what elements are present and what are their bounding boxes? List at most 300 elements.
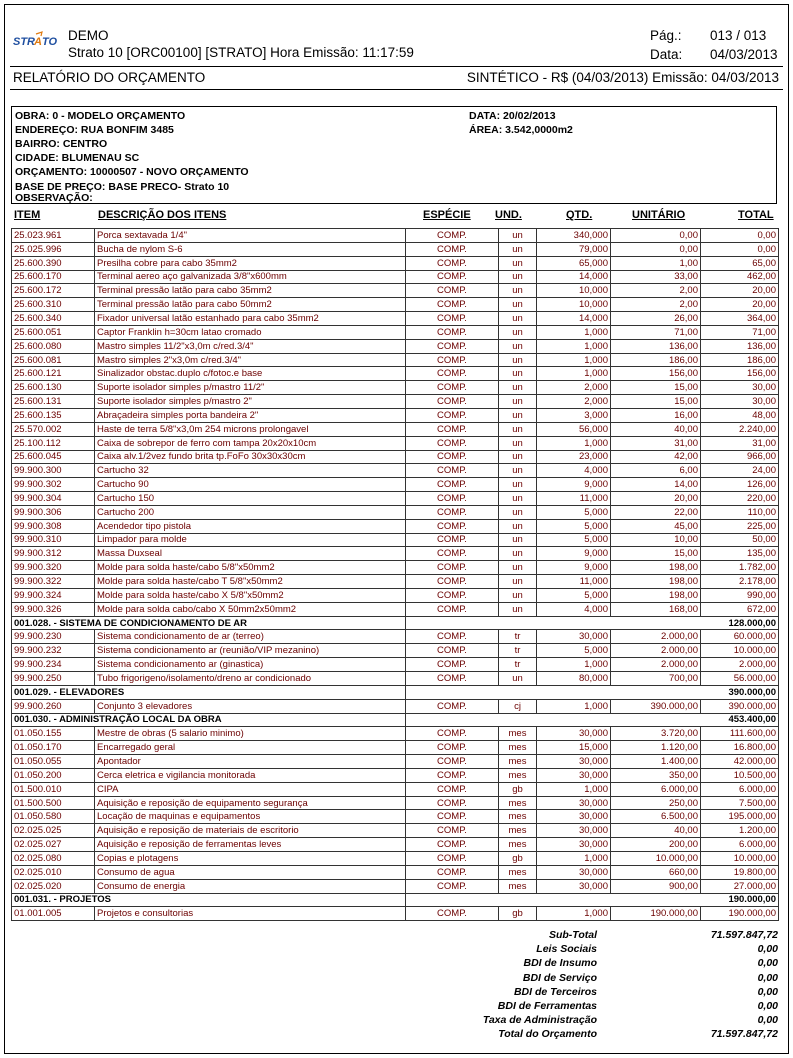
table-row	[12, 547, 779, 561]
item-code: 99.900.230	[12, 630, 95, 644]
table-row	[12, 381, 779, 395]
table-row	[12, 242, 779, 256]
group-label: 001.029. - ELEVADORES	[12, 685, 406, 699]
item-description: Molde para solda haste/cabo 5/8"x50mm2	[95, 561, 406, 575]
item-especie: COMP.	[406, 782, 499, 796]
item-total: 24,00	[701, 464, 779, 478]
report-mode: SINTÉTICO - R$ (04/03/2013) Emissão: 04/03/2013	[466, 70, 779, 85]
item-quantity: 5,000	[537, 505, 611, 519]
item-unit: mes	[499, 865, 537, 879]
totals-value: 71.597.847,72	[710, 1028, 778, 1041]
group-label: 001.028. - SISTEMA DE CONDICIONAMENTO DE AR	[12, 616, 406, 630]
item-unit: gb	[499, 782, 537, 796]
item-code: 99.900.322	[12, 575, 95, 589]
item-unit-price: 42,00	[611, 450, 701, 464]
info-observacao: OBSERVAÇÃO:	[15, 192, 93, 204]
item-total: 7.500,00	[701, 796, 779, 810]
table-row	[12, 533, 779, 547]
table-row	[12, 298, 779, 312]
group-total: 390.000,00	[406, 685, 779, 699]
item-quantity: 10,000	[537, 284, 611, 298]
item-unit: un	[499, 533, 537, 547]
item-quantity: 1,000	[537, 658, 611, 672]
item-total: 6.000,00	[701, 782, 779, 796]
item-total: 30,00	[701, 381, 779, 395]
item-quantity: 11,000	[537, 492, 611, 506]
item-description: Acendedor tipo pistola	[95, 519, 406, 533]
item-unit: un	[499, 395, 537, 409]
item-code: 99.900.300	[12, 464, 95, 478]
info-obra: OBRA: 0 - MODELO ORÇAMENTO	[15, 110, 186, 122]
item-unit: un	[499, 492, 537, 506]
info-endereco: ENDEREÇO: RUA BONFIM 3485	[15, 124, 174, 136]
item-unit: mes	[499, 810, 537, 824]
item-total: 111.600,00	[701, 727, 779, 741]
item-description: Aquisição e reposição de materiais de escritorio	[95, 824, 406, 838]
totals-value: 71.597.847,72	[710, 929, 778, 941]
item-code: 99.900.306	[12, 505, 95, 519]
item-unit: un	[499, 353, 537, 367]
group-row	[12, 616, 779, 630]
item-unit: un	[499, 519, 537, 533]
item-unit-price: 14,00	[611, 478, 701, 492]
item-especie: COMP.	[406, 851, 499, 865]
totals-label: BDI de Ferramentas	[497, 1000, 597, 1012]
item-especie: COMP.	[406, 478, 499, 492]
item-code: 99.900.324	[12, 588, 95, 602]
item-total: 672,00	[701, 602, 779, 616]
item-total: 71,00	[701, 325, 779, 339]
item-unit-price: 15,00	[611, 381, 701, 395]
item-code: 01.001.005	[12, 907, 95, 921]
item-description: Abraçadeira simples porta bandeira 2"	[95, 408, 406, 422]
table-row	[12, 519, 779, 533]
item-description: Cartucho 150	[95, 492, 406, 506]
item-especie: COMP.	[406, 672, 499, 686]
item-code: 99.900.312	[12, 547, 95, 561]
item-description: Mastro simples 11/2"x3,0m c/red.3/4"	[95, 339, 406, 353]
item-especie: COMP.	[406, 450, 499, 464]
item-quantity: 4,000	[537, 602, 611, 616]
item-especie: COMP.	[406, 768, 499, 782]
budget-info-box	[11, 106, 777, 204]
item-code: 25.600.121	[12, 367, 95, 381]
item-unit: un	[499, 436, 537, 450]
item-unit: un	[499, 339, 537, 353]
item-code: 25.600.170	[12, 270, 95, 284]
table-row	[12, 325, 779, 339]
item-description: Encarregado geral	[95, 741, 406, 755]
item-description: Mastro simples 2"x3,0m c/red.3/4"	[95, 353, 406, 367]
table-row	[12, 575, 779, 589]
item-code: 25.600.080	[12, 339, 95, 353]
item-total: 1.200,00	[701, 824, 779, 838]
item-unit: mes	[499, 727, 537, 741]
item-quantity: 1,000	[537, 699, 611, 713]
item-quantity: 5,000	[537, 588, 611, 602]
group-total: 128.000,00	[406, 616, 779, 630]
item-unit: tr	[499, 644, 537, 658]
item-especie: COMP.	[406, 270, 499, 284]
item-unit-price: 156,00	[611, 367, 701, 381]
item-unit-price: 6.500,00	[611, 810, 701, 824]
item-description: Consumo de agua	[95, 865, 406, 879]
item-unit-price: 6,00	[611, 464, 701, 478]
table-row	[12, 561, 779, 575]
item-description: Terminal aereo aço galvanizada 3/8"x600mm	[95, 270, 406, 284]
item-quantity: 5,000	[537, 644, 611, 658]
item-unit: mes	[499, 879, 537, 893]
item-description: Caixa alv.1/2vez fundo brita tp.FoFo 30x30x30cm	[95, 450, 406, 464]
item-total: 30,00	[701, 395, 779, 409]
totals-value: 0,00	[757, 943, 778, 956]
item-description: Mestre de obras (5 salario minimo)	[95, 727, 406, 741]
item-code: 25.600.081	[12, 353, 95, 367]
table-row	[12, 284, 779, 298]
item-code: 02.025.080	[12, 851, 95, 865]
table-row	[12, 464, 779, 478]
item-unit: un	[499, 464, 537, 478]
table-row	[12, 907, 779, 921]
item-unit-price: 22,00	[611, 505, 701, 519]
item-unit-price: 190.000,00	[611, 907, 701, 921]
item-total: 990,00	[701, 588, 779, 602]
item-quantity: 30,000	[537, 879, 611, 893]
item-unit-price: 136,00	[611, 339, 701, 353]
item-quantity: 79,000	[537, 242, 611, 256]
item-unit-price: 1.400,00	[611, 755, 701, 769]
item-unit-price: 390.000,00	[611, 699, 701, 713]
item-total: 50,00	[701, 533, 779, 547]
item-quantity: 1,000	[537, 339, 611, 353]
item-description: Cartucho 32	[95, 464, 406, 478]
info-orcamento: ORÇAMENTO: 10000507 - NOVO ORÇAMENTO	[15, 166, 249, 178]
item-unit-price: 26,00	[611, 312, 701, 326]
items-table	[11, 228, 779, 921]
company-name: DEMO	[68, 28, 109, 43]
item-quantity: 9,000	[537, 561, 611, 575]
item-quantity: 10,000	[537, 298, 611, 312]
table-row	[12, 408, 779, 422]
item-total: 966,00	[701, 450, 779, 464]
item-unit-price: 2.000,00	[611, 644, 701, 658]
item-total: 20,00	[701, 284, 779, 298]
item-total: 10.000,00	[701, 644, 779, 658]
item-unit-price: 186,00	[611, 353, 701, 367]
item-unit: un	[499, 547, 537, 561]
item-unit: gb	[499, 851, 537, 865]
item-unit-price: 700,00	[611, 672, 701, 686]
table-row	[12, 602, 779, 616]
item-code: 02.025.020	[12, 879, 95, 893]
header-divider	[10, 66, 783, 67]
item-total: 110,00	[701, 505, 779, 519]
table-row	[12, 270, 779, 284]
item-unit: un	[499, 478, 537, 492]
item-code: 99.900.320	[12, 561, 95, 575]
item-quantity: 1,000	[537, 851, 611, 865]
info-base-preco: BASE DE PREÇO: BASE PRECO- Strato 10	[15, 181, 230, 193]
item-quantity: 30,000	[537, 824, 611, 838]
table-row	[12, 339, 779, 353]
item-especie: COMP.	[406, 436, 499, 450]
item-unit-price: 2.000,00	[611, 658, 701, 672]
table-row	[12, 768, 779, 782]
item-total: 2.000,00	[701, 658, 779, 672]
item-unit-price: 0,00	[611, 242, 701, 256]
item-description: Molde para solda haste/cabo X 5/8"x50mm2	[95, 588, 406, 602]
table-row	[12, 256, 779, 270]
table-row	[12, 796, 779, 810]
item-unit-price: 33,00	[611, 270, 701, 284]
item-quantity: 23,000	[537, 450, 611, 464]
item-especie: COMP.	[406, 699, 499, 713]
group-total: 190.000,00	[406, 893, 779, 907]
item-description: CIPA	[95, 782, 406, 796]
item-quantity: 15,000	[537, 741, 611, 755]
item-code: 99.900.250	[12, 672, 95, 686]
item-unit: tr	[499, 658, 537, 672]
item-especie: COMP.	[406, 395, 499, 409]
totals-label: Leis Sociais	[536, 943, 597, 956]
item-unit-price: 200,00	[611, 838, 701, 852]
item-quantity: 30,000	[537, 838, 611, 852]
item-unit: mes	[499, 838, 537, 852]
item-especie: COMP.	[406, 298, 499, 312]
item-especie: COMP.	[406, 907, 499, 921]
table-row	[12, 505, 779, 519]
item-description: Suporte isolador simples p/mastro 11/2"	[95, 381, 406, 395]
item-description: Fixador universal latão estanhado para cabo 35mm2	[95, 312, 406, 326]
item-total: 16.800,00	[701, 741, 779, 755]
totals-label: Taxa de Administração	[482, 1014, 597, 1027]
col-total: TOTAL	[738, 209, 774, 221]
item-quantity: 30,000	[537, 755, 611, 769]
item-code: 25.600.131	[12, 395, 95, 409]
item-unit: un	[499, 602, 537, 616]
date-value: 04/03/2013	[710, 47, 778, 62]
item-quantity: 9,000	[537, 478, 611, 492]
totals-label: BDI de Terceiros	[513, 985, 597, 998]
item-especie: COMP.	[406, 242, 499, 256]
item-quantity: 1,000	[537, 907, 611, 921]
item-unit-price: 6.000,00	[611, 782, 701, 796]
item-code: 01.500.500	[12, 796, 95, 810]
item-code: 99.900.308	[12, 519, 95, 533]
item-total: 156,00	[701, 367, 779, 381]
item-quantity: 30,000	[537, 727, 611, 741]
item-unit: un	[499, 561, 537, 575]
item-unit-price: 40,00	[611, 824, 701, 838]
item-total: 135,00	[701, 547, 779, 561]
item-quantity: 30,000	[537, 865, 611, 879]
item-code: 99.900.326	[12, 602, 95, 616]
item-code: 25.025.996	[12, 242, 95, 256]
item-code: 25.600.130	[12, 381, 95, 395]
item-code: 25.600.045	[12, 450, 95, 464]
item-especie: COMP.	[406, 824, 499, 838]
item-unit: mes	[499, 824, 537, 838]
item-especie: COMP.	[406, 602, 499, 616]
item-unit: mes	[499, 768, 537, 782]
date-label: Data:	[650, 47, 683, 62]
item-quantity: 1,000	[537, 367, 611, 381]
item-code: 25.023.961	[12, 229, 95, 243]
item-especie: COMP.	[406, 838, 499, 852]
item-especie: COMP.	[406, 644, 499, 658]
totals-value: 0,00	[757, 985, 778, 998]
table-row	[12, 699, 779, 713]
item-description: Projetos e consultorias	[95, 907, 406, 921]
item-description: Sinalizador obstac.duplo c/fotoc.e base	[95, 367, 406, 381]
item-total: 6.000,00	[701, 838, 779, 852]
totals-label: Total do Orçamento	[498, 1028, 597, 1041]
item-description: Sistema condicionamento de ar (terreo)	[95, 630, 406, 644]
item-especie: COMP.	[406, 727, 499, 741]
item-code: 99.900.302	[12, 478, 95, 492]
item-code: 01.050.200	[12, 768, 95, 782]
item-unit-price: 1.120,00	[611, 741, 701, 755]
item-description: Sistema condicionamento ar (reunião/VIP mezanino)	[95, 644, 406, 658]
item-code: 25.600.310	[12, 298, 95, 312]
table-row	[12, 478, 779, 492]
item-unit: un	[499, 672, 537, 686]
item-total: 390.000,00	[701, 699, 779, 713]
item-unit-price: 20,00	[611, 492, 701, 506]
svg-text:TO: TO	[42, 36, 58, 48]
item-quantity: 30,000	[537, 630, 611, 644]
item-code: 99.900.310	[12, 533, 95, 547]
group-total: 453.400,00	[406, 713, 779, 727]
item-especie: COMP.	[406, 575, 499, 589]
table-row	[12, 865, 779, 879]
item-total: 65,00	[701, 256, 779, 270]
item-especie: COMP.	[406, 547, 499, 561]
item-code: 25.100.112	[12, 436, 95, 450]
item-especie: COMP.	[406, 588, 499, 602]
item-especie: COMP.	[406, 796, 499, 810]
item-unit: mes	[499, 755, 537, 769]
item-quantity: 5,000	[537, 533, 611, 547]
item-unit-price: 31,00	[611, 436, 701, 450]
group-row	[12, 685, 779, 699]
item-total: 136,00	[701, 339, 779, 353]
table-row	[12, 588, 779, 602]
item-total: 27.000,00	[701, 879, 779, 893]
item-unit-price: 198,00	[611, 575, 701, 589]
item-unit-price: 15,00	[611, 395, 701, 409]
item-unit-price: 0,00	[611, 229, 701, 243]
item-code: 02.025.010	[12, 865, 95, 879]
item-code: 01.050.580	[12, 810, 95, 824]
item-especie: COMP.	[406, 492, 499, 506]
item-total: 1.782,00	[701, 561, 779, 575]
item-code: 25.570.002	[12, 422, 95, 436]
table-row	[12, 436, 779, 450]
report-title: RELATÓRIO DO ORÇAMENTO	[13, 70, 206, 85]
item-quantity: 1,000	[537, 325, 611, 339]
item-description: Cartucho 200	[95, 505, 406, 519]
col-especie: ESPÉCIE	[423, 209, 471, 221]
totals-value: 0,00	[757, 1014, 778, 1027]
item-total: 48,00	[701, 408, 779, 422]
item-unit: cj	[499, 699, 537, 713]
item-unit: mes	[499, 796, 537, 810]
item-description: Molde para solda cabo/cabo X 50mm2x50mm2	[95, 602, 406, 616]
group-row	[12, 893, 779, 907]
table-row	[12, 824, 779, 838]
item-description: Consumo de energia	[95, 879, 406, 893]
item-unit-price: 15,00	[611, 547, 701, 561]
item-quantity: 1,000	[537, 436, 611, 450]
totals-value: 0,00	[757, 971, 778, 984]
item-total: 364,00	[701, 312, 779, 326]
item-code: 25.600.390	[12, 256, 95, 270]
item-description: Locação de maquinas e equipamentos	[95, 810, 406, 824]
item-especie: COMP.	[406, 741, 499, 755]
table-row	[12, 367, 779, 381]
table-row	[12, 395, 779, 409]
item-unit-price: 16,00	[611, 408, 701, 422]
item-unit-price: 71,00	[611, 325, 701, 339]
col-und: UND.	[495, 209, 522, 221]
item-quantity: 5,000	[537, 519, 611, 533]
table-row	[12, 782, 779, 796]
item-description: Sistema condicionamento ar (ginastica)	[95, 658, 406, 672]
item-quantity: 3,000	[537, 408, 611, 422]
item-unit-price: 2.000,00	[611, 630, 701, 644]
item-especie: COMP.	[406, 312, 499, 326]
item-especie: COMP.	[406, 381, 499, 395]
page-label: Pág.:	[650, 28, 682, 43]
item-code: 99.900.232	[12, 644, 95, 658]
item-especie: COMP.	[406, 865, 499, 879]
item-total: 20,00	[701, 298, 779, 312]
item-code: 01.050.055	[12, 755, 95, 769]
item-unit-price: 10,00	[611, 533, 701, 547]
item-especie: COMP.	[406, 229, 499, 243]
item-especie: COMP.	[406, 561, 499, 575]
title-divider	[10, 89, 783, 90]
item-total: 56.000,00	[701, 672, 779, 686]
item-unit-price: 250,00	[611, 796, 701, 810]
item-description: Aquisição e reposição de ferramentas leves	[95, 838, 406, 852]
item-description: Tubo frigorigeno/isolamento/dreno ar condicionado	[95, 672, 406, 686]
item-quantity: 80,000	[537, 672, 611, 686]
item-unit-price: 2,00	[611, 284, 701, 298]
item-especie: COMP.	[406, 422, 499, 436]
item-quantity: 4,000	[537, 464, 611, 478]
item-unit-price: 198,00	[611, 588, 701, 602]
item-quantity: 14,000	[537, 270, 611, 284]
item-total: 195.000,00	[701, 810, 779, 824]
item-total: 220,00	[701, 492, 779, 506]
table-row	[12, 492, 779, 506]
item-unit-price: 198,00	[611, 561, 701, 575]
item-code: 01.500.010	[12, 782, 95, 796]
svg-text:STR: STR	[13, 36, 35, 48]
item-unit: un	[499, 588, 537, 602]
item-unit: un	[499, 505, 537, 519]
col-item: ITEM	[14, 209, 41, 221]
item-total: 60.000,00	[701, 630, 779, 644]
col-unitario: UNITÁRIO	[632, 209, 686, 221]
item-especie: COMP.	[406, 519, 499, 533]
item-total: 186,00	[701, 353, 779, 367]
item-unit: un	[499, 229, 537, 243]
item-total: 2.240,00	[701, 422, 779, 436]
item-unit-price: 350,00	[611, 768, 701, 782]
